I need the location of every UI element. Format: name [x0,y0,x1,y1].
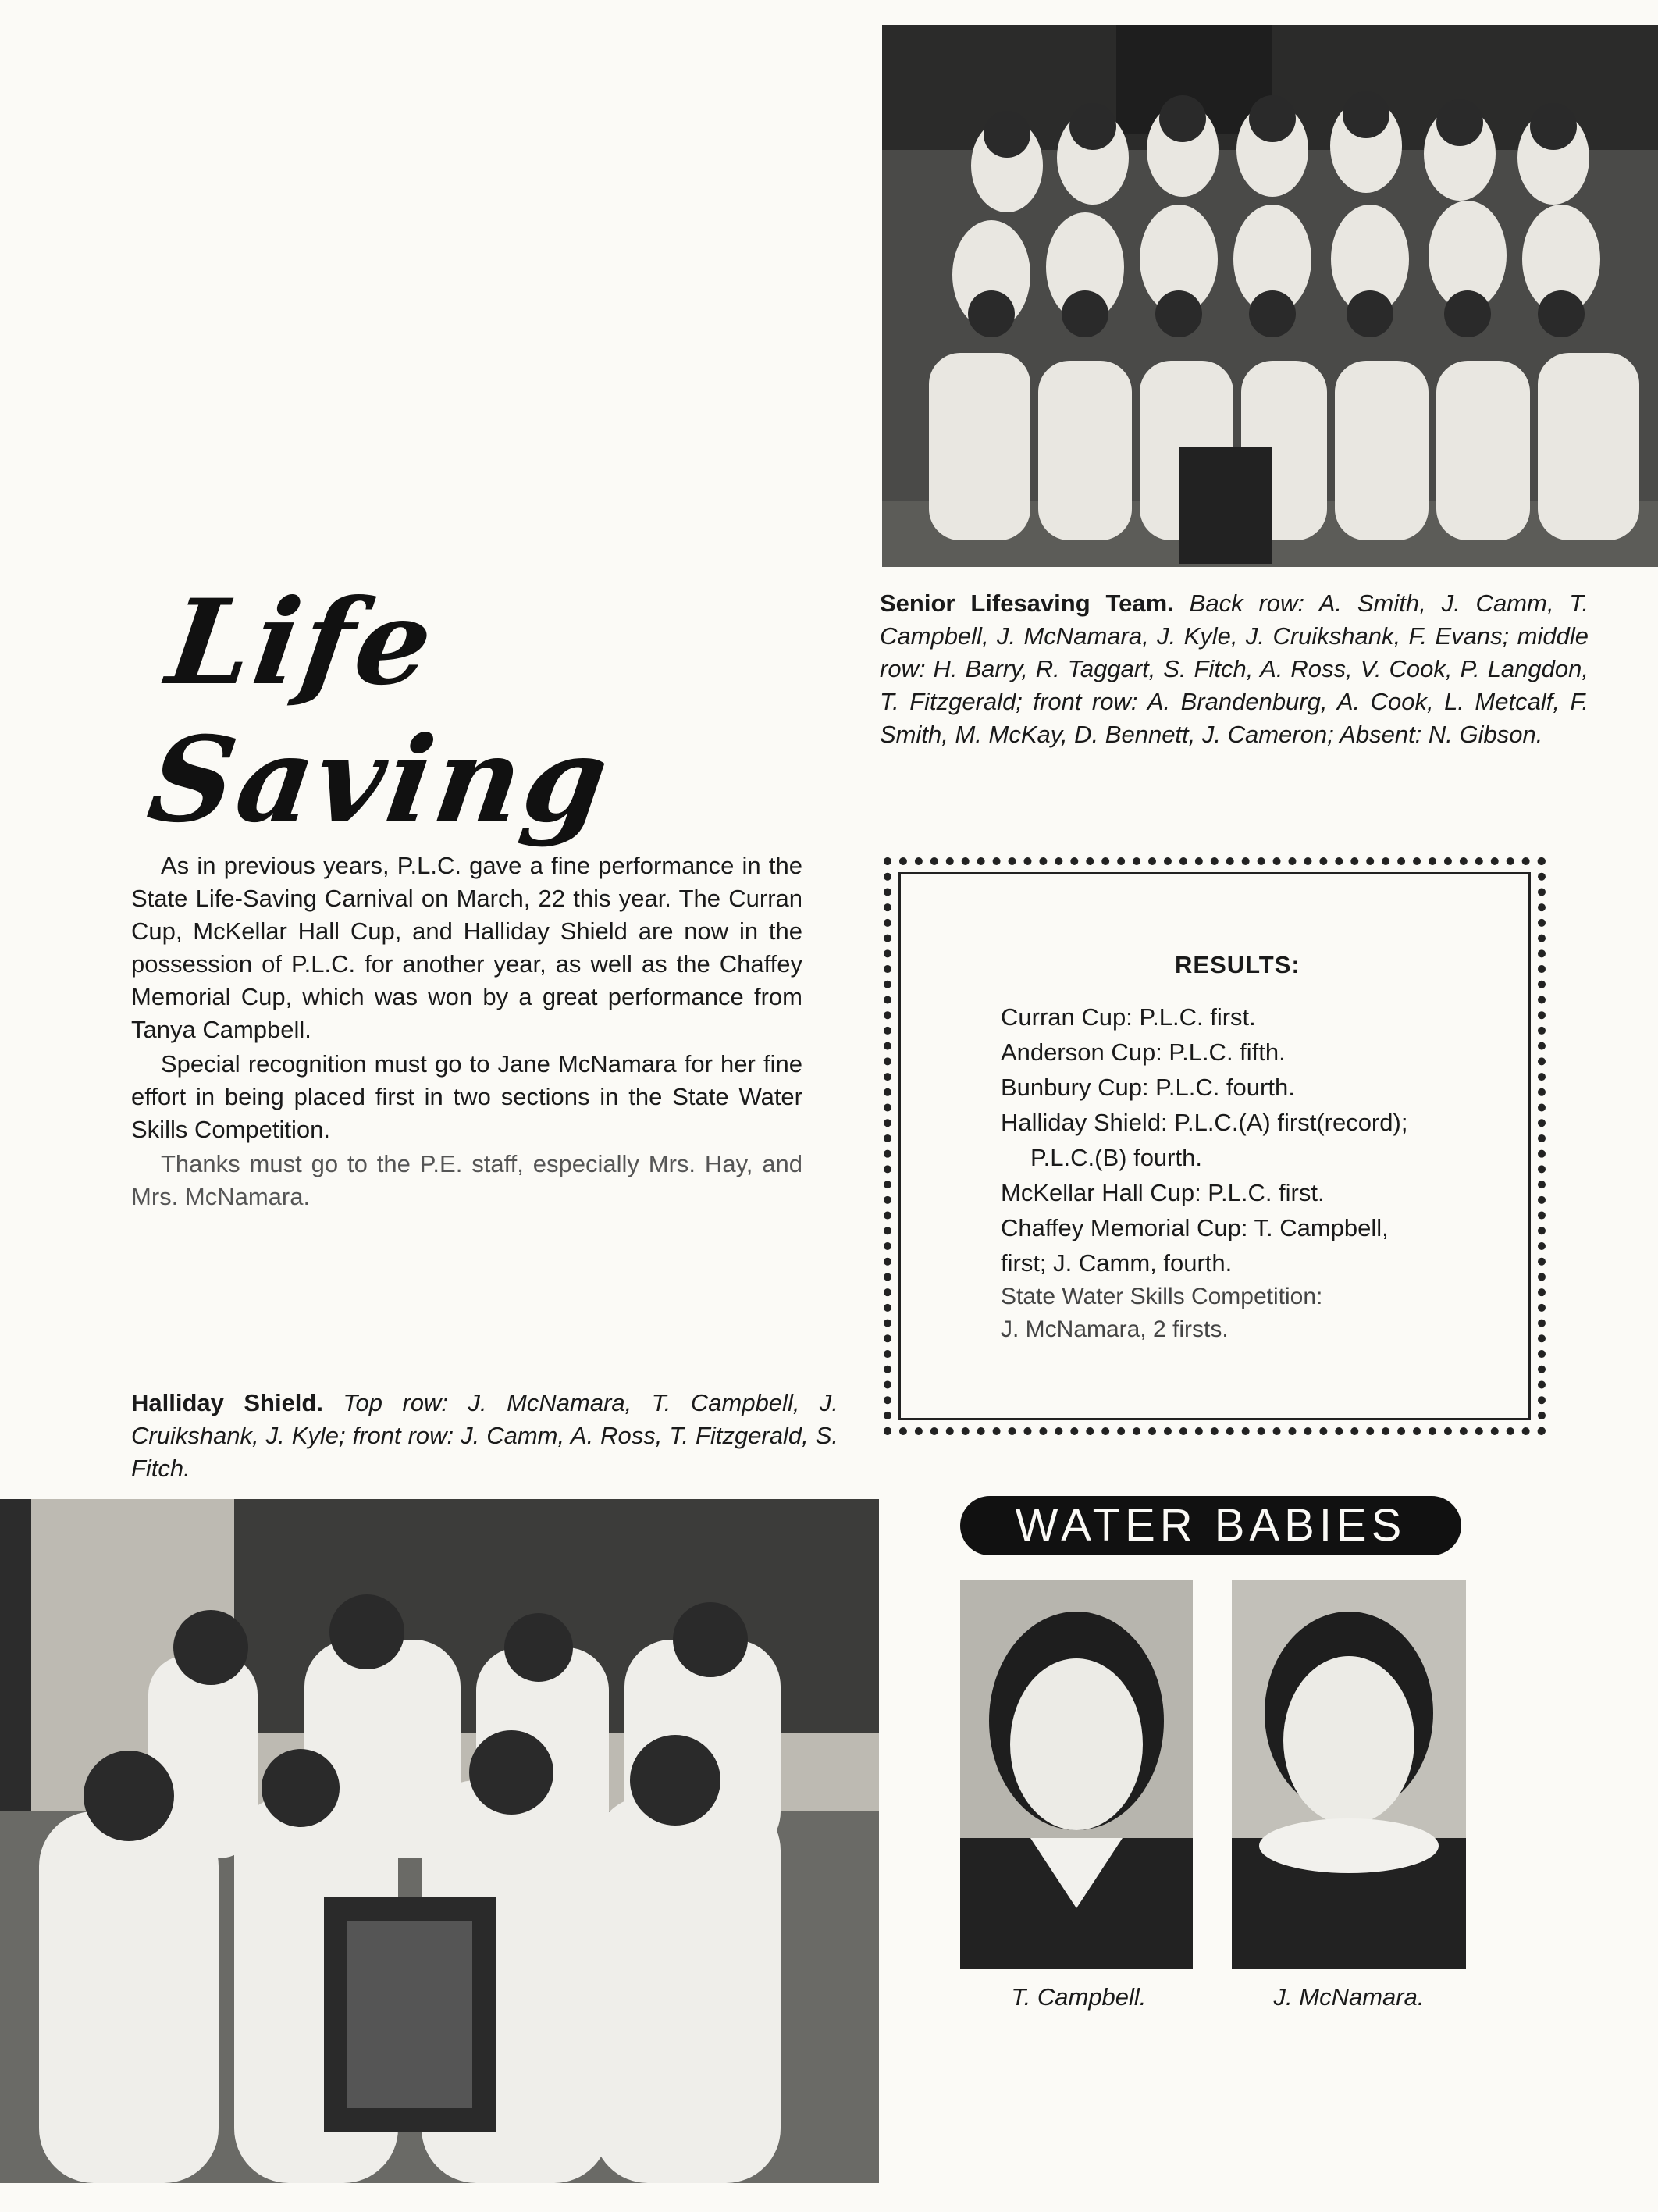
article-body [131,850,802,1215]
results-list [1001,999,1500,1346]
result-line: Curran Cup: P.L.C. first. [1001,1003,1256,1031]
result-line: J. McNamara, 2 firsts. [1001,1316,1229,1342]
senior-team-caption [880,587,1589,751]
halliday-caption-names: Top row: J. McNamara, T. Campbell, J. Cruikshank, J. Kyle; front row: J. Camm, A. Ross, T. Fitzgerald, S. Fitch. [131,1389,839,1482]
portrait-caption-right: J. McNamara. [1273,1983,1425,2011]
results-heading: RESULTS: [1175,951,1300,978]
halliday-caption [131,1387,838,1485]
result-line: McKellar Hall Cup: P.L.C. first. [1001,1179,1325,1206]
portrait-j-mcnamara [1232,1580,1466,1969]
result-line: first; J. Camm, fourth. [1001,1249,1233,1277]
body-paragraph: Thanks must go to the P.E. staff, especially Mrs. Hay, and Mrs. McNamara. [131,1150,802,1210]
result-line: Halliday Shield: P.L.C.(A) first(record); [1001,1109,1408,1136]
portrait-t-campbell [960,1580,1193,1969]
body-paragraph: As in previous years, P.L.C. gave a fine performance in the State Life-Saving Carnival on March, 22 this year. The Curran Cup, McKellar Hall Cup, and Halliday Shield are now in the possession of P.L.C. for another year, as well as the Chaffey Memorial Cup, which was won by a great performance from Tanya Campbell. [131,852,802,1043]
senior-team-caption-title: Senior Lifesaving Team. [880,590,1174,617]
portrait-caption-left: T. Campbell. [1011,1983,1147,2011]
result-line: State Water Skills Competition: [1001,1284,1323,1309]
water-babies-banner: WATER BABIES [960,1496,1461,1555]
result-line: Anderson Cup: P.L.C. fifth. [1001,1038,1286,1066]
result-line: P.L.C.(B) fourth. [1030,1144,1202,1171]
result-line: Bunbury Cup: P.L.C. fourth. [1001,1074,1295,1101]
halliday-shield-photo [0,1499,879,2183]
senior-team-caption-names: Back row: A. Smith, J. Camm, T. Campbell, J. McNamara, J. Kyle, J. Cruikshank, F. Evans; middle row: H. Barry, R. Taggart, S. Fitch, A. Ross, V. Cook, P. Langdon, T. Fitzgerald; front row: A. Brandenburg, A. Cook, L. Metcalf, F. Smith, M. McKay, D. Bennett, J. Cameron; Absent: N. Gibson. [880,590,1589,748]
senior-team-photo [882,25,1658,567]
halliday-caption-title: Halliday Shield. [131,1389,323,1416]
body-paragraph: Special recognition must go to Jane McNamara for her fine effort in being placed first in two sections in the State Water Skills Competition. [131,1050,802,1143]
page-title: Life Saving [141,574,619,849]
result-line: Chaffey Memorial Cup: T. Campbell, [1001,1214,1389,1241]
